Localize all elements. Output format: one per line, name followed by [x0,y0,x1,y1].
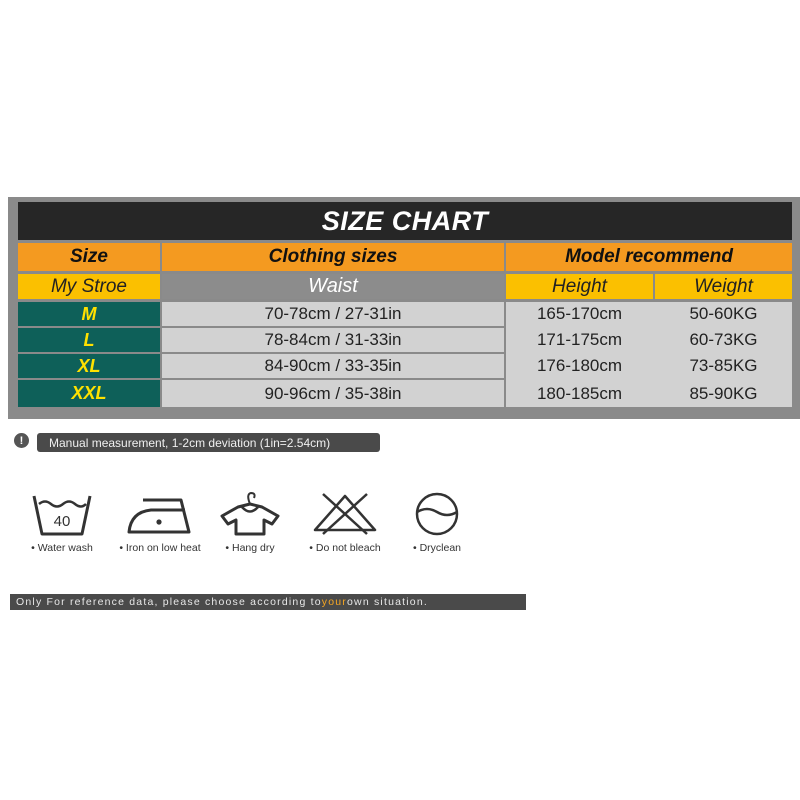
height-cell-xxl: 180-185cm [536,383,623,403]
size-chart-panel [8,197,800,419]
size-chart-title: SIZE CHART [18,202,792,240]
care-item-hang-dry [205,490,295,554]
weight-cell-l: 60-73KG [689,330,758,349]
dryclean-icon [401,490,473,538]
care-label-iron: • Iron on low heat [119,542,201,554]
no-bleach-icon [309,490,381,538]
height-cell-l: 171-175cm [536,330,623,349]
care-label-water-wash: • Water wash [31,542,93,554]
size-cell-xl: XL [18,354,160,378]
iron-icon [123,490,197,538]
waist-cell-m: 70-78cm / 27-31in [162,302,504,326]
care-item-dryclean [392,490,482,554]
subheader-waist: Waist [162,274,504,299]
weight-cell-xl: 73-85KG [689,356,758,375]
size-cell-l: L [18,328,160,352]
reference-footer [10,594,526,610]
header-size: Size [18,243,160,271]
header-clothing-sizes: Clothing sizes [162,243,504,271]
measurement-note: Manual measurement, 1-2cm deviation (1in=2.54cm) [37,433,380,452]
subheader-height: Height [506,274,653,299]
hang-dry-icon [216,490,284,538]
weight-cell-xxl: 85-90KG [689,383,758,403]
height-cell-xl: 176-180cm [536,356,623,375]
subheader-weight: Weight [655,274,792,299]
care-item-iron [115,490,205,554]
care-label-dryclean: • Dryclean [412,542,462,554]
care-label-no-bleach: • Do not bleach [309,542,381,554]
waist-cell-l: 78-84cm / 31-33in [162,328,504,352]
care-label-hang-dry: • Hang dry [225,542,275,554]
waist-cell-xl: 84-90cm / 33-35in [162,354,504,378]
care-item-water-wash [17,490,107,554]
height-cell-m: 165-170cm [536,304,623,323]
footer-text-after: own situation. [347,596,429,608]
footer-text-before: Only For reference data, please choose according to [16,596,322,608]
care-item-no-bleach [300,490,390,554]
waist-cell-xxl: 90-96cm / 35-38in [162,380,504,407]
header-model-recommend: Model recommend [506,243,792,271]
size-cell-m: M [18,302,160,326]
wash-temperature: 40 [53,513,71,530]
size-cell-xxl: XXL [18,380,160,407]
subheader-my-store: My Stroe [18,274,160,299]
water-wash-icon [30,490,94,538]
weight-cell-m: 50-60KG [689,304,758,323]
info-icon: ! [14,433,29,448]
footer-highlight: your [321,596,347,608]
